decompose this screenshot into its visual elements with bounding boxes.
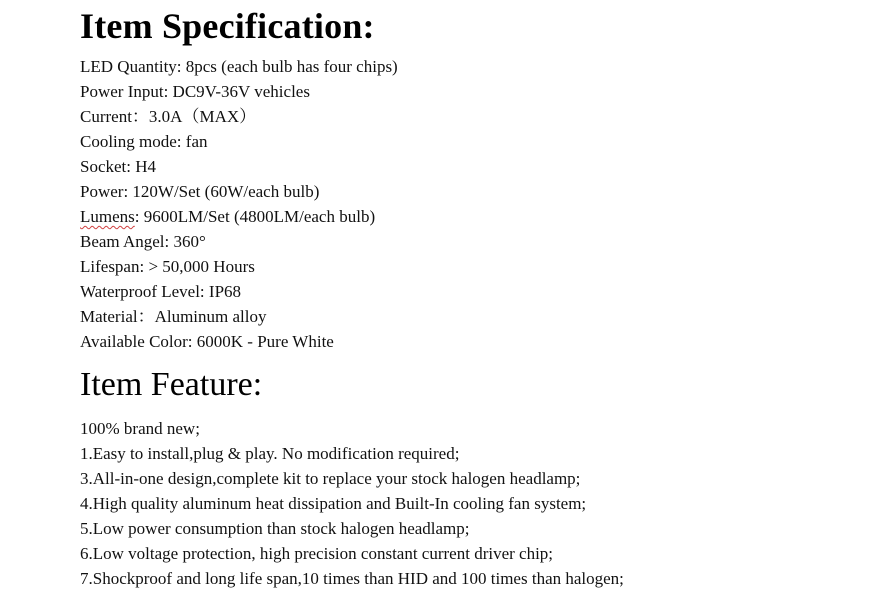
spec-line-lifespan: Lifespan: > 50,000 Hours [80, 257, 255, 276]
spec-line-waterproof: Waterproof Level: IP68 [80, 282, 242, 301]
feature-heading: Item Feature: [80, 366, 263, 403]
feature-line-all-in-one: 3.All-in-one design,complete kit to replace your stock halogen headlamp; [80, 469, 581, 488]
spec-line-lumens-value: : 9600LM/Set (4800LM/each bulb) [134, 207, 376, 226]
spec-line-power: Power: 120W/Set (60W/each bulb) [80, 182, 320, 201]
spec-line-led-quantity: LED Quantity: 8pcs (each bulb has four chips) [80, 57, 398, 76]
spec-list [80, 54, 860, 354]
spec-line-material: Material：Aluminum alloy [80, 307, 267, 326]
product-description [80, 0, 860, 591]
feature-line-easy-install: 1.Easy to install,plug & play. No modification required; [80, 444, 460, 463]
feature-line-heat-dissipation: 4.High quality aluminum heat dissipation and Built-In cooling fan system; [80, 494, 587, 513]
spec-line-lumens-label: Lumens [80, 207, 135, 226]
feature-list [80, 416, 860, 591]
spec-line-current: Current：3.0A（MAX） [80, 107, 257, 126]
spec-line-socket: Socket: H4 [80, 157, 157, 176]
spec-line-cooling-mode: Cooling mode: fan [80, 132, 208, 151]
spec-line-power-input: Power Input: DC9V-36V vehicles [80, 82, 310, 101]
feature-line-shockproof: 7.Shockproof and long life span,10 times than HID and 100 times than halogen; [80, 569, 624, 588]
feature-line-low-power: 5.Low power consumption than stock halogen headlamp; [80, 519, 470, 538]
feature-line-voltage-protection: 6.Low voltage protection, high precision constant current driver chip; [80, 544, 554, 563]
spec-line-beam-angle: Beam Angel: 360° [80, 232, 206, 251]
spec-heading: Item Specification: [80, 6, 375, 46]
feature-line-brand-new: 100% brand new; [80, 419, 200, 438]
spec-line-available-color: Available Color: 6000K - Pure White [80, 332, 334, 351]
spec-line-lumens [80, 204, 860, 229]
